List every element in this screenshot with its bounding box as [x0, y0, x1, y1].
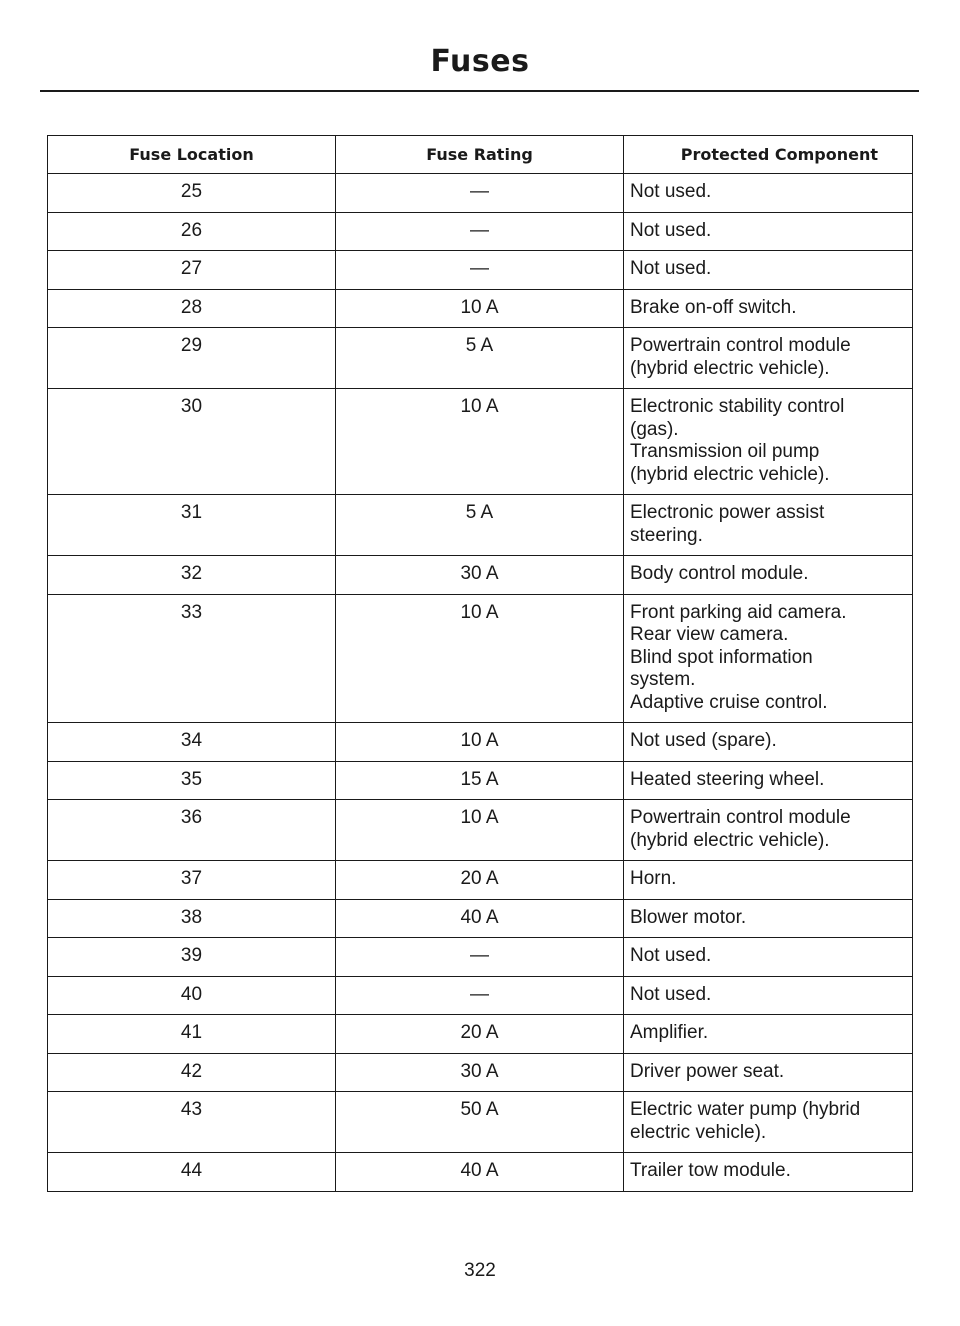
- protected-component-cell: [624, 556, 913, 595]
- fuse-rating-cell: 15 A: [336, 761, 624, 800]
- table-row: [48, 1053, 913, 1092]
- header-fuse-location: Fuse Location: [48, 136, 336, 174]
- component-line: Blower motor.: [630, 906, 747, 928]
- protected-component-cell: [624, 976, 913, 1015]
- table-row: [48, 389, 913, 495]
- fuse-rating-cell: 30 A: [336, 1053, 624, 1092]
- fuse-location-cell: 43: [48, 1092, 336, 1153]
- component-line: Front parking aid camera.: [630, 601, 847, 623]
- component-line: system.: [630, 669, 696, 690]
- component-line: Horn.: [630, 868, 677, 889]
- fuse-location-cell: 41: [48, 1015, 336, 1054]
- protected-component-cell: [624, 212, 913, 251]
- protected-component-cell: [624, 174, 913, 213]
- protected-component-cell: [624, 938, 913, 977]
- fuse-rating-cell: 10 A: [336, 389, 624, 495]
- component-line: Not used.: [630, 181, 712, 202]
- table-row: [48, 800, 913, 861]
- component-line: Body control module.: [630, 563, 809, 584]
- component-line: Not used (spare).: [630, 730, 777, 751]
- protected-component-cell: [624, 251, 913, 290]
- fuse-location-cell: 32: [48, 556, 336, 595]
- component-line: electric vehicle).: [630, 1121, 767, 1143]
- fuse-location-cell: 42: [48, 1053, 336, 1092]
- component-line: Trailer tow module.: [630, 1160, 791, 1181]
- protected-component-cell: [624, 594, 913, 723]
- fuse-rating-cell: 20 A: [336, 1015, 624, 1054]
- fuse-table-body: [48, 174, 913, 1192]
- component-line: Electronic power assist: [630, 502, 825, 523]
- fuse-location-cell: 26: [48, 212, 336, 251]
- protected-component-cell: [624, 761, 913, 800]
- component-line: Heated steering wheel.: [630, 768, 825, 790]
- fuse-rating-cell: 50 A: [336, 1092, 624, 1153]
- fuse-location-cell: 35: [48, 761, 336, 800]
- protected-component-cell: [624, 389, 913, 495]
- table-row: [48, 556, 913, 595]
- fuse-rating-cell: —: [336, 976, 624, 1015]
- component-line: steering.: [630, 524, 703, 546]
- table-row: [48, 1153, 913, 1192]
- table-row: [48, 289, 913, 328]
- table-row: [48, 899, 913, 938]
- header-fuse-rating: Fuse Rating: [336, 136, 624, 174]
- fuse-rating-cell: 10 A: [336, 723, 624, 762]
- protected-component-cell: [624, 899, 913, 938]
- table-row: [48, 938, 913, 977]
- component-line: Driver power seat.: [630, 1060, 785, 1082]
- table-row: [48, 328, 913, 389]
- fuse-rating-cell: —: [336, 174, 624, 213]
- protected-component-cell: [624, 1092, 913, 1153]
- table-row: [48, 861, 913, 900]
- table-header-row: [48, 136, 913, 174]
- protected-component-cell: [624, 495, 913, 556]
- component-line: (hybrid electric vehicle).: [630, 829, 830, 851]
- fuse-rating-cell: 10 A: [336, 289, 624, 328]
- fuse-rating-cell: —: [336, 251, 624, 290]
- protected-component-cell: [624, 289, 913, 328]
- fuse-rating-cell: 20 A: [336, 861, 624, 900]
- component-line: Powertrain control module: [630, 335, 851, 356]
- header-protected-component: Protected Component: [624, 136, 913, 174]
- component-line: Transmission oil pump: [630, 441, 820, 462]
- table-row: [48, 251, 913, 290]
- table-row: [48, 976, 913, 1015]
- fuse-location-cell: 36: [48, 800, 336, 861]
- fuse-location-cell: 39: [48, 938, 336, 977]
- page-title: Fuses: [430, 44, 530, 79]
- fuse-rating-cell: 5 A: [336, 495, 624, 556]
- component-line: (hybrid electric vehicle).: [630, 463, 830, 485]
- fuse-location-cell: 27: [48, 251, 336, 290]
- fuse-location-cell: 31: [48, 495, 336, 556]
- component-line: (gas).: [630, 418, 679, 440]
- component-line: (hybrid electric vehicle).: [630, 357, 830, 379]
- title-divider: [40, 90, 919, 92]
- fuse-location-cell: 28: [48, 289, 336, 328]
- component-line: Rear view camera.: [630, 624, 789, 645]
- table-row: [48, 761, 913, 800]
- fuse-location-cell: 30: [48, 389, 336, 495]
- protected-component-cell: [624, 723, 913, 762]
- page-number: 322: [464, 1260, 496, 1281]
- table-row: [48, 1092, 913, 1153]
- component-line: Powertrain control module: [630, 807, 851, 828]
- component-line: Not used.: [630, 219, 712, 241]
- fuse-rating-cell: —: [336, 212, 624, 251]
- component-line: Amplifier.: [630, 1022, 709, 1043]
- table-row: [48, 1015, 913, 1054]
- fuse-location-cell: 38: [48, 899, 336, 938]
- table-row: [48, 212, 913, 251]
- fuse-location-cell: 40: [48, 976, 336, 1015]
- protected-component-cell: [624, 1153, 913, 1192]
- fuse-rating-cell: 5 A: [336, 328, 624, 389]
- table-row: [48, 495, 913, 556]
- fuse-rating-cell: 40 A: [336, 1153, 624, 1192]
- protected-component-cell: [624, 1053, 913, 1092]
- fuse-location-cell: 25: [48, 174, 336, 213]
- component-line: Adaptive cruise control.: [630, 691, 828, 713]
- component-line: Not used.: [630, 258, 712, 279]
- fuse-location-cell: 29: [48, 328, 336, 389]
- fuse-location-cell: 44: [48, 1153, 336, 1192]
- component-line: Electronic stability control: [630, 396, 845, 417]
- fuse-rating-cell: 40 A: [336, 899, 624, 938]
- protected-component-cell: [624, 861, 913, 900]
- component-line: Not used.: [630, 983, 712, 1005]
- component-line: Not used.: [630, 945, 712, 966]
- table-row: [48, 174, 913, 213]
- component-line: Blind spot information: [630, 646, 813, 668]
- protected-component-cell: [624, 1015, 913, 1054]
- component-line: Electric water pump (hybrid: [630, 1099, 861, 1120]
- protected-component-cell: [624, 328, 913, 389]
- fuse-table: [47, 135, 913, 1192]
- fuse-rating-cell: 10 A: [336, 594, 624, 723]
- fuse-location-cell: 33: [48, 594, 336, 723]
- fuse-location-cell: 34: [48, 723, 336, 762]
- component-line: Brake on-off switch.: [630, 296, 797, 318]
- fuse-location-cell: 37: [48, 861, 336, 900]
- table-row: [48, 594, 913, 723]
- fuse-rating-cell: 30 A: [336, 556, 624, 595]
- fuse-rating-cell: 10 A: [336, 800, 624, 861]
- fuse-rating-cell: —: [336, 938, 624, 977]
- protected-component-cell: [624, 800, 913, 861]
- table-row: [48, 723, 913, 762]
